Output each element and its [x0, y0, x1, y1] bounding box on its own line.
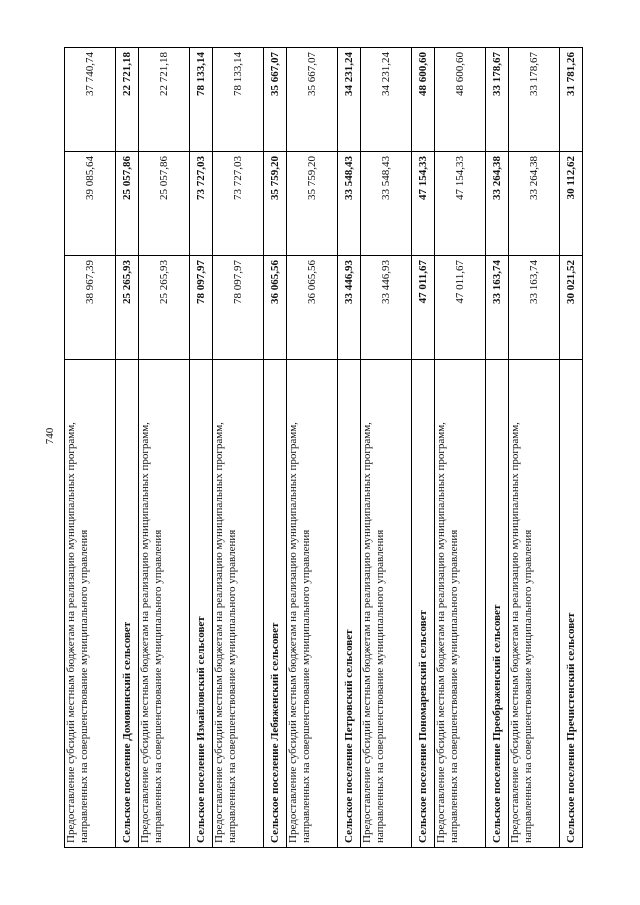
value-col-3: 78 133,14: [213, 48, 264, 152]
table-row: [190, 48, 213, 848]
value-col-1: 30 021,52: [560, 256, 583, 360]
table-row: [560, 48, 583, 848]
table-row: [264, 48, 287, 848]
value-col-1: 25 265,93: [139, 256, 190, 360]
row-label: Сельское поселение Преображенский сельсовет: [486, 360, 509, 848]
row-label: Предоставление субсидий местным бюджетам на реализацию муниципальных программ, направленных на совершенствование муниципального управления: [435, 360, 486, 848]
value-col-2: 25 057,86: [139, 152, 190, 256]
value-col-3: 34 231,24: [338, 48, 361, 152]
value-col-3: 31 781,26: [560, 48, 583, 152]
table-row: [486, 48, 509, 848]
value-col-1: 36 065,56: [287, 256, 338, 360]
table-row: [213, 48, 264, 848]
row-label: Сельское поселение Измайловский сельсовет: [190, 360, 213, 848]
value-col-3: 48 600,60: [412, 48, 435, 152]
row-label: Предоставление субсидий местным бюджетам на реализацию муниципальных программ, направленных на совершенствование муниципального управления: [65, 360, 116, 848]
row-label: Предоставление субсидий местным бюджетам на реализацию муниципальных программ, направленных на совершенствование муниципального управления: [213, 360, 264, 848]
budget-table-frame: [64, 48, 577, 848]
value-col-3: 34 231,24: [361, 48, 412, 152]
table-row: [435, 48, 486, 848]
value-col-1: 36 065,56: [264, 256, 287, 360]
value-col-3: 78 133,14: [190, 48, 213, 152]
value-col-1: 78 097,97: [190, 256, 213, 360]
value-col-3: 35 667,07: [264, 48, 287, 152]
row-label: Сельское поселение Пономаревский сельсовет: [412, 360, 435, 848]
value-col-2: 25 057,86: [116, 152, 139, 256]
value-col-3: 22 721,18: [139, 48, 190, 152]
value-col-1: 47 011,67: [412, 256, 435, 360]
value-col-2: 47 154,33: [435, 152, 486, 256]
table-row: [116, 48, 139, 848]
value-col-1: 78 097,97: [213, 256, 264, 360]
budget-table: [64, 47, 583, 848]
row-label: Предоставление субсидий местным бюджетам на реализацию муниципальных программ, направленных на совершенствование муниципального управления: [509, 360, 560, 848]
row-label: Сельское поселение Пречистенский сельсовет: [560, 360, 583, 848]
budget-table-rotated: [64, 48, 577, 848]
value-col-2: 33 264,38: [509, 152, 560, 256]
value-col-3: 33 178,67: [509, 48, 560, 152]
table-row: [139, 48, 190, 848]
page-number: 740: [44, 427, 56, 445]
value-col-3: 22 721,18: [116, 48, 139, 152]
value-col-1: 38 967,39: [65, 256, 116, 360]
value-col-2: 47 154,33: [412, 152, 435, 256]
table-row: [65, 48, 116, 848]
value-col-3: 48 600,60: [435, 48, 486, 152]
value-col-1: 25 265,93: [116, 256, 139, 360]
row-label: Предоставление субсидий местным бюджетам на реализацию муниципальных программ, направленных на совершенствование муниципального управления: [287, 360, 338, 848]
value-col-3: 35 667,07: [287, 48, 338, 152]
value-col-1: 33 446,93: [338, 256, 361, 360]
value-col-2: 73 727,03: [190, 152, 213, 256]
value-col-3: 33 178,67: [486, 48, 509, 152]
value-col-3: 37 740,74: [65, 48, 116, 152]
value-col-1: 33 163,74: [486, 256, 509, 360]
value-col-1: 33 446,93: [361, 256, 412, 360]
value-col-2: 33 264,38: [486, 152, 509, 256]
table-row: [287, 48, 338, 848]
row-label: Предоставление субсидий местным бюджетам на реализацию муниципальных программ, направленных на совершенствование муниципального управления: [361, 360, 412, 848]
row-label: Сельское поселение Петровский сельсовет: [338, 360, 361, 848]
row-label: Сельское поселение Домовинский сельсовет: [116, 360, 139, 848]
value-col-2: 73 727,03: [213, 152, 264, 256]
value-col-2: 35 759,20: [287, 152, 338, 256]
value-col-2: 30 112,62: [560, 152, 583, 256]
row-label: Сельское поселение Лебяженский сельсовет: [264, 360, 287, 848]
table-row: [361, 48, 412, 848]
value-col-1: 47 011,67: [435, 256, 486, 360]
value-col-2: 39 085,64: [65, 152, 116, 256]
row-label: Предоставление субсидий местным бюджетам на реализацию муниципальных программ, направленных на совершенствование муниципального управления: [139, 360, 190, 848]
table-row: [338, 48, 361, 848]
table-row: [412, 48, 435, 848]
value-col-2: 35 759,20: [264, 152, 287, 256]
value-col-2: 33 548,43: [361, 152, 412, 256]
table-row: [509, 48, 560, 848]
value-col-1: 33 163,74: [509, 256, 560, 360]
value-col-2: 33 548,43: [338, 152, 361, 256]
